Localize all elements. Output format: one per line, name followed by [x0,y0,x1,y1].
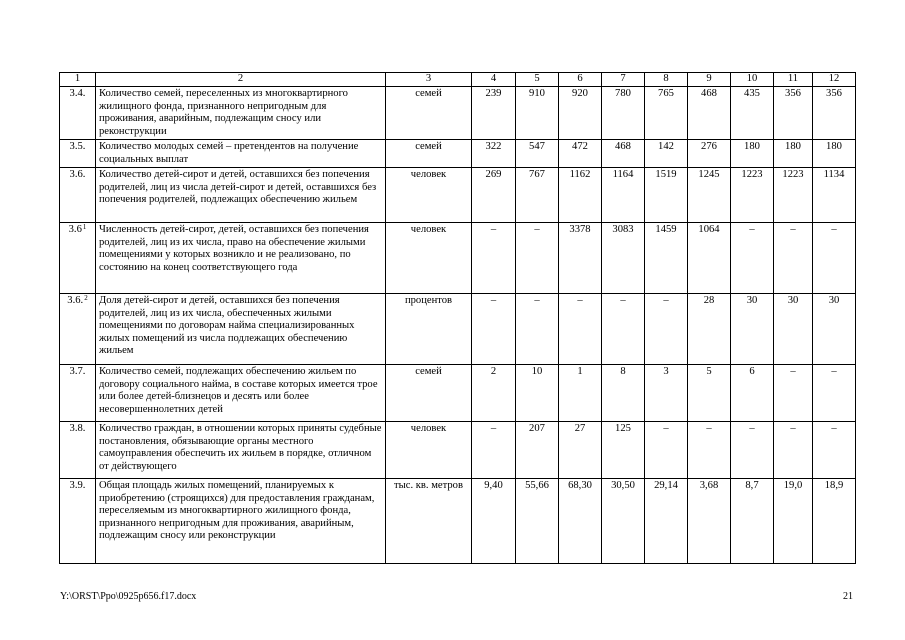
header-cell: 3 [386,73,472,87]
value-cell: 18,9 [813,479,856,564]
header-cell: 7 [602,73,645,87]
value-cell: – [731,223,774,294]
page-number: 21 [843,591,853,602]
value-cell: 3,68 [688,479,731,564]
value-cell: – [774,223,813,294]
row-number: 3.6. [60,168,96,223]
header-cell: 4 [472,73,516,87]
value-cell: – [645,422,688,479]
value-cell: 1223 [774,168,813,223]
value-cell: 10 [516,365,559,422]
row-unit: семей [386,140,472,168]
superscript: 2 [84,294,88,302]
superscript: 1 [82,223,87,231]
value-cell: 207 [516,422,559,479]
value-cell: 276 [688,140,731,168]
table-header [60,73,856,87]
row-unit: семей [386,87,472,140]
value-cell: 1134 [813,168,856,223]
value-cell: 1064 [688,223,731,294]
table-row [60,87,856,140]
table-row [60,168,856,223]
value-cell: – [813,223,856,294]
table-row [60,422,856,479]
value-cell: 468 [688,87,731,140]
value-cell: – [472,422,516,479]
row-number: $3.6^1$ [60,223,96,294]
row-description: Количество граждан, в отношении которых приняты судебные постановления, обязывающие органы местного самоуправления обеспечить их жильем в порядке, отличном от действующего [96,422,386,479]
indicators-table [59,72,856,564]
value-cell: 547 [516,140,559,168]
value-cell: 27 [559,422,602,479]
value-cell: 1223 [731,168,774,223]
value-cell: 3083 [602,223,645,294]
row-unit: человек [386,422,472,479]
header-cell: 12 [813,73,856,87]
value-cell: 780 [602,87,645,140]
value-cell: 1162 [559,168,602,223]
value-cell: – [602,294,645,365]
value-cell: 920 [559,87,602,140]
header-cell: 10 [731,73,774,87]
value-cell: 30,50 [602,479,645,564]
value-cell: 19,0 [774,479,813,564]
value-cell: – [813,422,856,479]
value-cell: 30 [813,294,856,365]
header-cell: 1 [60,73,96,87]
table-row [60,365,856,422]
value-cell: 6 [731,365,774,422]
value-cell: 468 [602,140,645,168]
value-cell: 3 [645,365,688,422]
row-unit: процентов [386,294,472,365]
value-cell: 1164 [602,168,645,223]
value-cell: 472 [559,140,602,168]
table-row [60,294,856,365]
header-row [60,73,856,87]
value-cell: – [472,294,516,365]
row-number: 3.8. [60,422,96,479]
value-cell: 142 [645,140,688,168]
value-cell: 28 [688,294,731,365]
value-cell: – [688,422,731,479]
value-cell: 3378 [559,223,602,294]
value-cell: 55,66 [516,479,559,564]
value-cell: 5 [688,365,731,422]
row-unit: человек [386,223,472,294]
value-cell: 910 [516,87,559,140]
value-cell: 8 [602,365,645,422]
value-cell: – [731,422,774,479]
header-cell: 11 [774,73,813,87]
row-unit: семей [386,365,472,422]
value-cell: 322 [472,140,516,168]
header-cell: 9 [688,73,731,87]
value-cell: 356 [813,87,856,140]
value-cell: – [472,223,516,294]
value-cell: 180 [813,140,856,168]
row-number: 3.6.$^2$ [60,294,96,365]
header-cell: 8 [645,73,688,87]
row-description: Количество семей, подлежащих обеспечению жильем по договору социального найма, в составе которых имеется трое или более детей-близнецов и десять или более несовершеннолетних детей [96,365,386,422]
row-unit: человек [386,168,472,223]
row-number: 3.5. [60,140,96,168]
row-unit: тыс. кв. метров [386,479,472,564]
value-cell: 239 [472,87,516,140]
value-cell: 30 [774,294,813,365]
value-cell: 8,7 [731,479,774,564]
row-description: Количество молодых семей – претендентов на получение социальных выплат [96,140,386,168]
value-cell: 1459 [645,223,688,294]
value-cell: 435 [731,87,774,140]
footer-file-path: Y:\ORST\Ppo\0925p656.f17.docx [60,591,197,602]
value-cell: 269 [472,168,516,223]
value-cell: 767 [516,168,559,223]
value-cell: 125 [602,422,645,479]
value-cell: – [559,294,602,365]
value-cell: – [774,365,813,422]
value-cell: – [813,365,856,422]
value-cell: 765 [645,87,688,140]
header-cell: 6 [559,73,602,87]
table-row [60,140,856,168]
row-number: 3.4. [60,87,96,140]
value-cell: – [774,422,813,479]
value-cell: – [645,294,688,365]
value-cell: 68,30 [559,479,602,564]
header-cell: 2 [96,73,386,87]
value-cell: 30 [731,294,774,365]
row-number: 3.7. [60,365,96,422]
value-cell: 2 [472,365,516,422]
table-body [60,87,856,564]
table-row [60,479,856,564]
value-cell: 29,14 [645,479,688,564]
row-description: Общая площадь жилых помещений, планируемых к приобретению (строящихся) для предоставления гражданам, переселяемым из многоквартирного жилищного фонда, признанного непригодным для проживания, аварийным, подлежащим сносу или реконструкции [96,479,386,564]
value-cell: 1 [559,365,602,422]
value-cell: – [516,294,559,365]
row-description: Количество семей, переселенных из многоквартирного жилищного фонда, признанного непригодным для проживания, аварийным, подлежащим сносу или реконструкции [96,87,386,140]
table-row [60,223,856,294]
row-number: 3.9. [60,479,96,564]
header-cell: 5 [516,73,559,87]
value-cell: 356 [774,87,813,140]
value-cell: 180 [731,140,774,168]
row-description: Количество детей-сирот и детей, оставшихся без попечения родителей, лиц из числа детей-сирот и детей, оставшихся без попечения родителей, подлежащих обеспечению жильем [96,168,386,223]
row-description: Доля детей-сирот и детей, оставшихся без попечения родителей, лиц из их числа, обеспеченных жилыми помещениями по договорам найма специализированных жилых помещений из числа подлежащих обеспечению жильем [96,294,386,365]
value-cell: – [516,223,559,294]
value-cell: 1245 [688,168,731,223]
value-cell: 1519 [645,168,688,223]
value-cell: 9,40 [472,479,516,564]
row-description: Численность детей-сирот, детей, оставшихся без попечения родителей, лиц из их числа, право на обеспечение жилыми помещениями у которых возникло и не реализовано, по состоянию на конец соответствующего года [96,223,386,294]
value-cell: 180 [774,140,813,168]
